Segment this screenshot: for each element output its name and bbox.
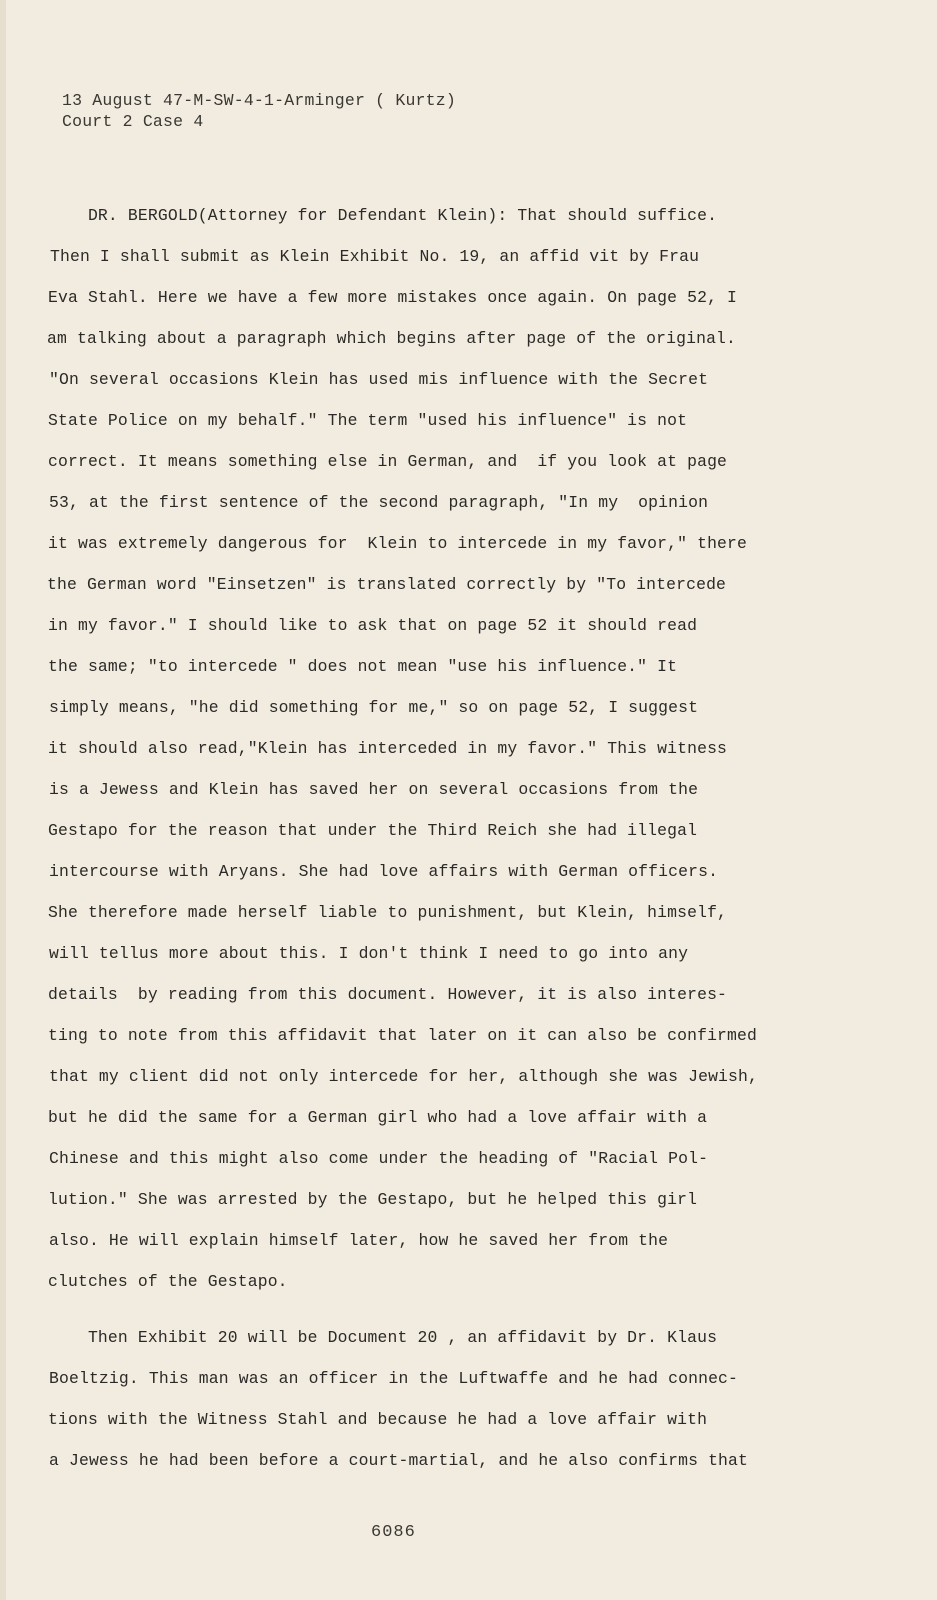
text-line: it was extremely dangerous for Klein to intercede in my favor," there	[48, 534, 748, 553]
text-line: "On several occasions Klein has used mis influence with the Secret	[49, 370, 709, 389]
text-line: will tellus more about this. I don't think I need to go into any	[49, 944, 689, 963]
text-line: DR. BERGOLD(Attorney for Defendant Klein): That should suffice.	[48, 206, 718, 225]
text-line: State Police on my behalf." The term "used his influence" is not	[48, 411, 688, 430]
text-line: correct. It means something else in German, and if you look at page	[48, 452, 728, 471]
text-line: in my favor." I should like to ask that on page 52 it should read	[48, 616, 698, 635]
text-line: the same; "to intercede " does not mean "use his influence." It	[48, 657, 678, 676]
text-line: intercourse with Aryans. She had love affairs with German officers.	[49, 862, 719, 881]
text-line: a Jewess he had been before a court-martial, and he also confirms that	[49, 1451, 749, 1470]
text-line: 53, at the first sentence of the second paragraph, "In my opinion	[49, 493, 709, 512]
text-line: ting to note from this affidavit that later on it can also be confirmed	[48, 1026, 758, 1045]
text-line: Then I shall submit as Klein Exhibit No. 19, an affid vit by Frau	[50, 247, 700, 266]
text-line: the German word "Einsetzen" is translated correctly by "To intercede	[47, 575, 727, 594]
document-header	[62, 90, 456, 132]
text-line: Chinese and this might also come under the heading of "Racial Pol-	[49, 1149, 709, 1168]
text-line: Boeltzig. This man was an officer in the Luftwaffe and he had connec-	[49, 1369, 739, 1388]
page-edge	[0, 0, 6, 1600]
text-line: Then Exhibit 20 will be Document 20 , an affidavit by Dr. Klaus	[48, 1328, 718, 1347]
text-line: She therefore made herself liable to punishment, but Klein, himself,	[48, 903, 728, 922]
text-line: but he did the same for a German girl who had a love affair with a	[48, 1108, 708, 1127]
text-line: Eva Stahl. Here we have a few more mistakes once again. On page 52, I	[48, 288, 738, 307]
text-line: am talking about a paragraph which begins after page of the original.	[47, 329, 737, 348]
header-line-2: Court 2 Case 4	[62, 112, 204, 131]
text-line: lution." She was arrested by the Gestapo, but he helped this girl	[48, 1190, 698, 1209]
text-line: Gestapo for the reason that under the Third Reich she had illegal	[48, 821, 698, 840]
text-line: that my client did not only intercede for her, although she was Jewish,	[49, 1067, 759, 1086]
text-line: it should also read,"Klein has interceded in my favor." This witness	[48, 739, 728, 758]
text-line: details by reading from this document. However, it is also interes-	[48, 985, 728, 1004]
text-line: tions with the Witness Stahl and because he had a love affair with	[48, 1410, 708, 1429]
page-number: 6086	[371, 1523, 416, 1542]
text-line: is a Jewess and Klein has saved her on several occasions from the	[49, 780, 699, 799]
text-line: simply means, "he did something for me," so on page 52, I suggest	[49, 698, 699, 717]
header-line-1: 13 August 47-M-SW-4-1-Arminger ( Kurtz)	[62, 91, 456, 110]
text-line: also. He will explain himself later, how he saved her from the	[49, 1231, 669, 1250]
text-line: clutches of the Gestapo.	[48, 1272, 288, 1291]
